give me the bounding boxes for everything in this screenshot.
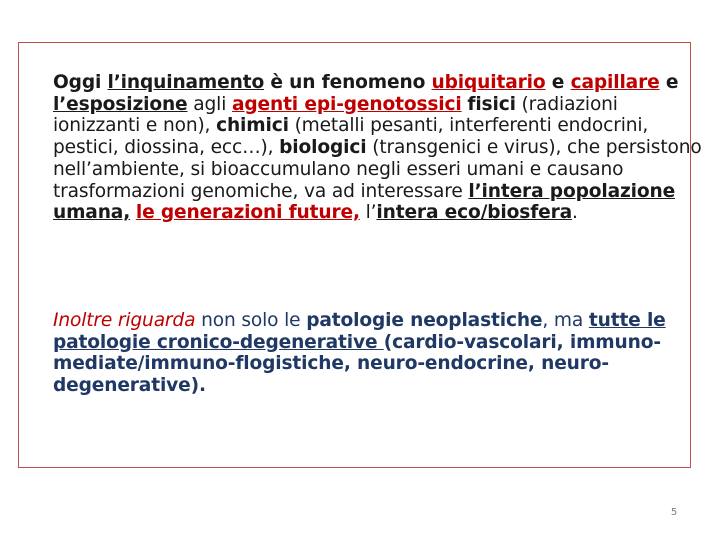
text-run: le generazioni future,: [135, 202, 360, 224]
text-run: (cardio-vascolari, immuno-mediate/immuno-flogistiche, neuro-endocrine, neuro-degenerative).: [53, 331, 661, 397]
text-run: capillare: [570, 72, 660, 93]
text-run: (transgenici e virus), che persistono nell’ambiente, si bioaccumulano negli esseri umani e causano trasformazioni genomiche, va ad interessare: [53, 137, 702, 202]
text-run: Inoltre riguarda: [53, 310, 196, 331]
page-number: 5: [670, 507, 678, 518]
text-run: biologici: [279, 137, 367, 159]
text-run: , ma: [542, 310, 589, 331]
text-run: ubiquitario: [431, 72, 546, 93]
text-run: agli: [187, 93, 232, 115]
text-run: l’: [359, 202, 377, 224]
text-run: e: [545, 72, 571, 93]
text-run: .: [572, 202, 578, 224]
text-run: tutte le patologie cronico-degenerative: [53, 310, 666, 353]
text-run: chimici: [216, 115, 289, 137]
text-run: l’esposizione: [53, 93, 188, 115]
text-run: (radiazioni ionizzanti e non),: [53, 93, 618, 137]
text-run: l’intera popolazione umana,: [53, 180, 676, 224]
text-run: l’inquinamento: [107, 72, 265, 93]
text-run: fisici: [467, 93, 516, 115]
text-run: non solo le: [195, 310, 307, 331]
text-run: agenti epi-genotossici: [231, 93, 462, 115]
text-run: patologie neoplastiche: [306, 310, 543, 331]
text-run: (metalli pesanti, interferenti endocrini, pestici, diossina, ecc…),: [53, 115, 649, 159]
text-run: Oggi: [53, 72, 108, 93]
paragraph-pollution: [53, 72, 703, 224]
text-run: intera eco/biosfera: [376, 202, 573, 224]
text-run: è un fenomeno: [264, 72, 432, 93]
paragraph-pathologies: [53, 310, 703, 397]
text-run: e: [659, 72, 679, 93]
